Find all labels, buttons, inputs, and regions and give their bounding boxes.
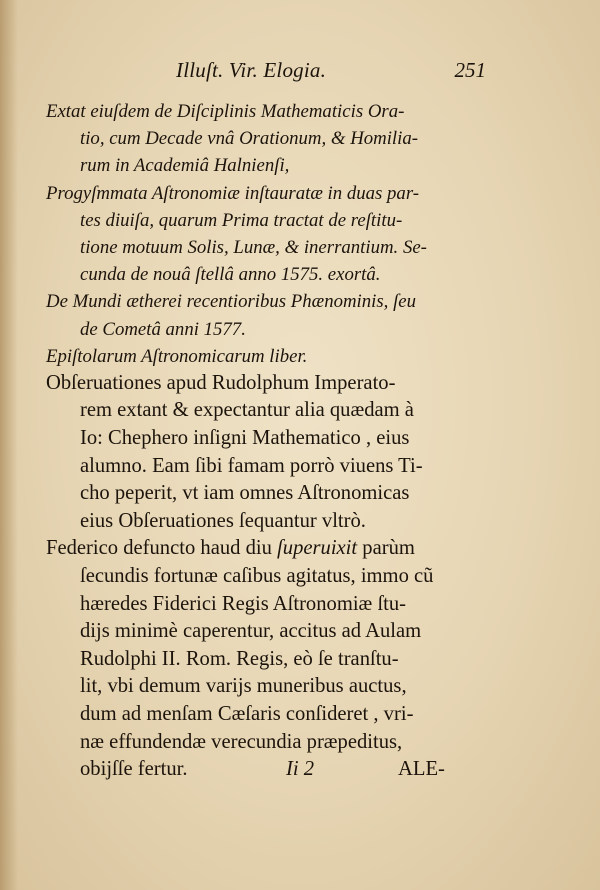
text-line: Obſeruationes apud Rudolphum Imperato- (46, 371, 396, 394)
text-line: dum ad menſam Cæſaris conſideret , vri- (80, 703, 414, 725)
text-line: Io: Chephero inſigni Mathematico , eius (80, 427, 410, 450)
text-line: lit, vbi demum varijs muneribus auctus, (80, 675, 407, 698)
text-line: Epiſtolarum Aſtronomicarum liber. (46, 345, 308, 367)
text-line: tio, cum Decade vnâ Orationum, & Homilia- (80, 128, 419, 150)
last-line (46, 756, 486, 784)
text-line: rem extant & expectantur alia quædam à (80, 399, 414, 422)
page-number: 251 (454, 58, 486, 82)
paragraph-federico (46, 535, 486, 783)
italic-word: ſuperuixit (277, 537, 358, 560)
text-line: cho peperit, vt iam omnes Aſtronomicas (80, 482, 410, 505)
text-run: Federico defuncto haud diu (46, 537, 278, 560)
text-line: cunda de nouâ ſtellâ anno 1575. exortâ. (80, 264, 381, 286)
gutter-shadow (0, 0, 18, 890)
works-list (46, 98, 486, 370)
text-line: tione motuum Solis, Lunæ, & inerrantium. Se- (80, 236, 427, 258)
text-line: næ effundendæ verecundia præpeditus, (80, 730, 403, 753)
work-entry-oratio (46, 98, 486, 180)
page-header (176, 58, 486, 88)
text-line: dijs minimè caperentur, accitus ad Aulam (80, 620, 422, 643)
text-line: de Cometâ anni 1577. (80, 318, 246, 340)
text-line: eius Obſeruationes ſequantur vltrò. (80, 509, 366, 532)
text-line: Extat eiuſdem de Diſciplinis Mathematicis Ora- (46, 101, 405, 122)
work-entry-epistolarum (46, 343, 486, 370)
text-line: hæredes Fiderici Regis Aſtronomiæ ſtu- (80, 592, 407, 615)
text-block (46, 98, 486, 784)
paragraph-observationes (46, 370, 486, 536)
running-head: Illuſt. Vir. Elogia. (176, 58, 327, 82)
signature-mark: Ii 2 (286, 758, 315, 781)
text-line: Rudolphi II. Rom. Regis, eò ſe tranſtu- (80, 647, 399, 670)
text-line (46, 535, 486, 563)
text-line: Progyſmmata Aſtronomiæ inſtauratæ in duas par- (46, 182, 420, 204)
text-run: parùm (357, 537, 415, 560)
text-line: alumno. Eam ſibi famam porrò viuens Ti- (80, 454, 423, 477)
work-entry-progymnasmata (46, 180, 486, 289)
work-entry-de-mundi (46, 288, 486, 342)
text-line: De Mundi ætherei recentioribus Phænominis, ſeu (46, 291, 417, 313)
catchword: ALE- (398, 758, 445, 781)
text-line: tes diuiſa, quarum Prima tractat de reſtitu- (80, 209, 403, 231)
text-line: rum in Academiâ Halnienſi, (80, 155, 290, 177)
text-line: ſecundis fortunæ caſibus agitatus, immo cũ (80, 565, 434, 588)
text-run: obijſſe fertur. (80, 758, 188, 781)
